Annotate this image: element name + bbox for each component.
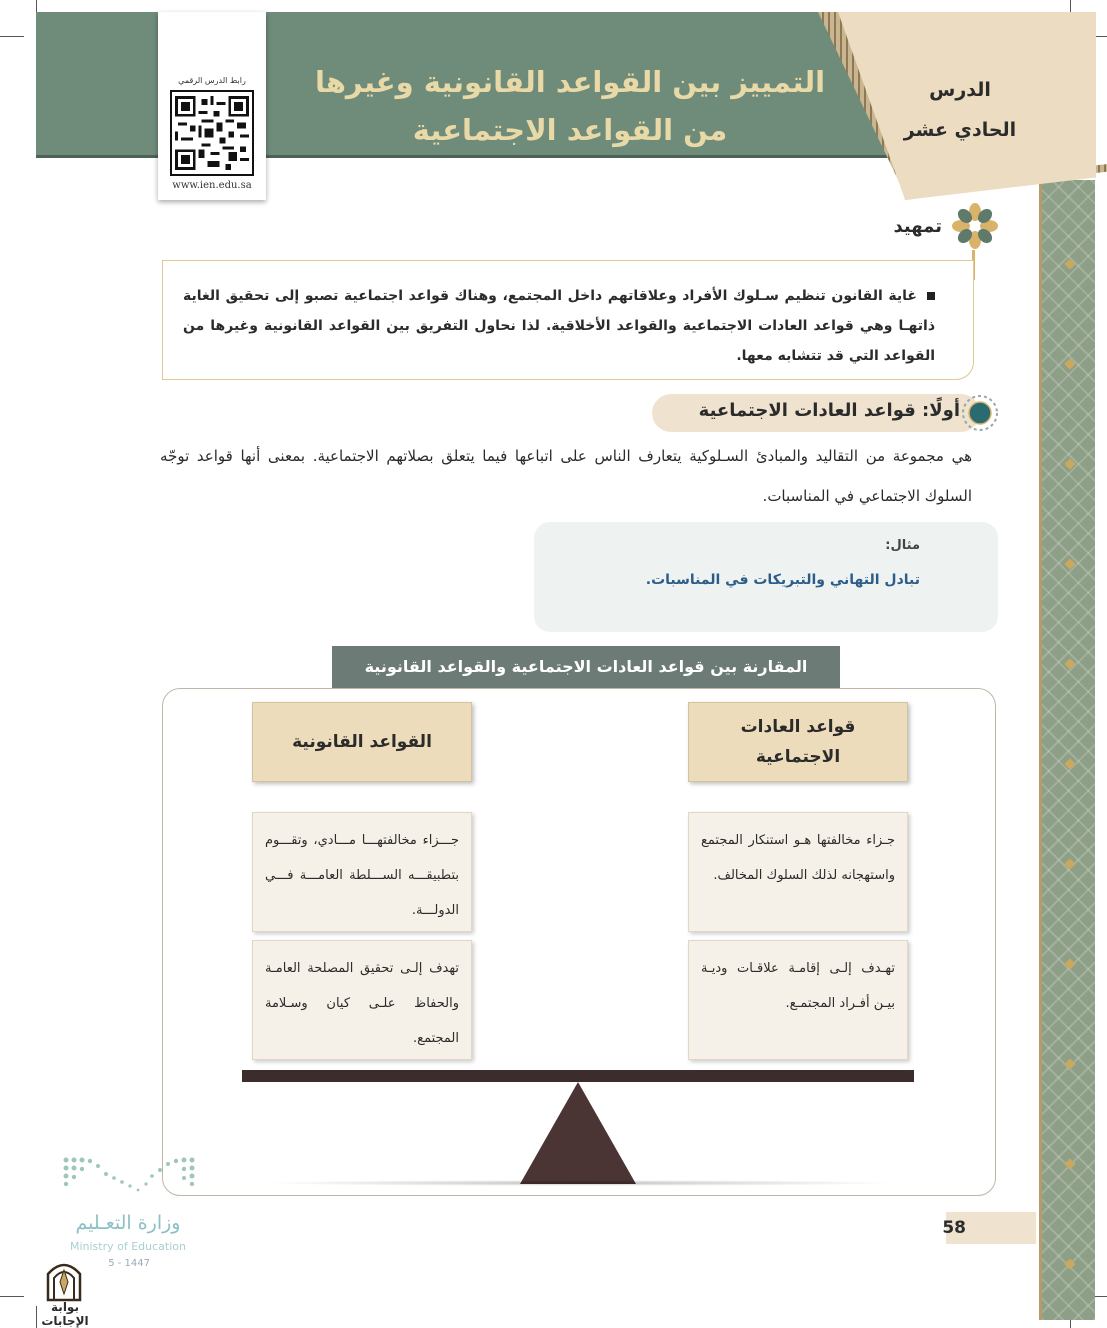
bullet-icon [927,292,935,300]
ministry-name-arabic: وزارة التعـليم [75,1212,181,1234]
lesson-title: التمييز بين القواعد القانونية وغيرها من القواعد الاجتماعية [314,65,826,147]
scale-beam [242,1070,914,1082]
site-name: بوابة الإجابات [41,1300,89,1328]
intro-text: غاية القانون تنظيم سـلوك الأفراد وعلاقاتهم داخل المجتمع، وهناك قواعد اجتماعية تصبو إلى تحقيق الغاية ذاتهـا وهي قواعد العادات الاجتماعية والقواعد الأخلاقية. لذا نحاول التفريق بين القواعد القانونية وغيرها من القواعد التي قد تتشابه معها. [183,288,935,364]
decorative-side-border [1039,180,1095,1320]
sun-icon [960,394,1000,432]
crop-mark [0,36,24,37]
legal-cell-penalty: جـــزاء مخالفتهـــا مـــادي، وتقـــوم بتطبيقـــه الســـلطة العامـــة فـــي الدولـــة. [252,812,472,932]
crop-mark [36,0,37,12]
ministry-logo-dots [62,1156,196,1196]
lesson-number: الدرس الحادي عشر [903,79,1017,141]
legal-cell-goal: تهدف إلـى تحقيق المصلحة العامـة والحفاظ علـى كيان وسـلامة المجتمع. [252,940,472,1060]
example-box [534,522,998,632]
intro-heading: تمهيد [893,216,942,237]
scale-shadow [260,1180,900,1186]
crop-mark [0,1296,24,1297]
definition-paragraph: هي مجموعة من التقاليد والمبادئ السـلوكية يتعارف الناس على اتباعها فيما يتعلق بصلاتهم الاجتماعية. بمعنى أنها قواعد توجّه السلوك الاجتماعي في المناسبات. [160,447,972,505]
comparison-title: المقارنة بين قواعد العادات الاجتماعية والقواعد القانونية [332,646,840,688]
column-header-legal: القواعد القانونية [252,702,472,782]
example-label: مثال: [885,538,920,553]
column-header-social: قواعد العادات الاجتماعية [688,702,908,782]
gate-logo-icon [44,1256,84,1302]
qr-card[interactable] [158,12,266,200]
social-cell-penalty: جـزاء مخالفتها هـو استنكار المجتمع واستهجانه لذلك السلوك المخالف. [688,812,908,932]
ministry-name-english: Ministry of Education [69,1240,186,1253]
social-cell-goal: تهـدف إلـى إقامـة علاقـات وديـة بيـن أفـراد المجتمـع. [688,940,908,1060]
page-number: 58 [946,1212,1036,1244]
intro-box [162,260,974,380]
qr-code-icon[interactable] [170,90,254,176]
example-text: تبادل التهاني والتبريكات في المناسبات. [645,572,920,588]
flower-icon [946,202,1004,254]
edition-year: 5 - 1447 [108,1258,150,1269]
qr-caption: رابط الدرس الرقمي [178,76,246,85]
qr-url[interactable]: www.ien.edu.sa [172,180,252,191]
section-title: أولًا: قواعد العادات الاجتماعية [698,400,960,421]
